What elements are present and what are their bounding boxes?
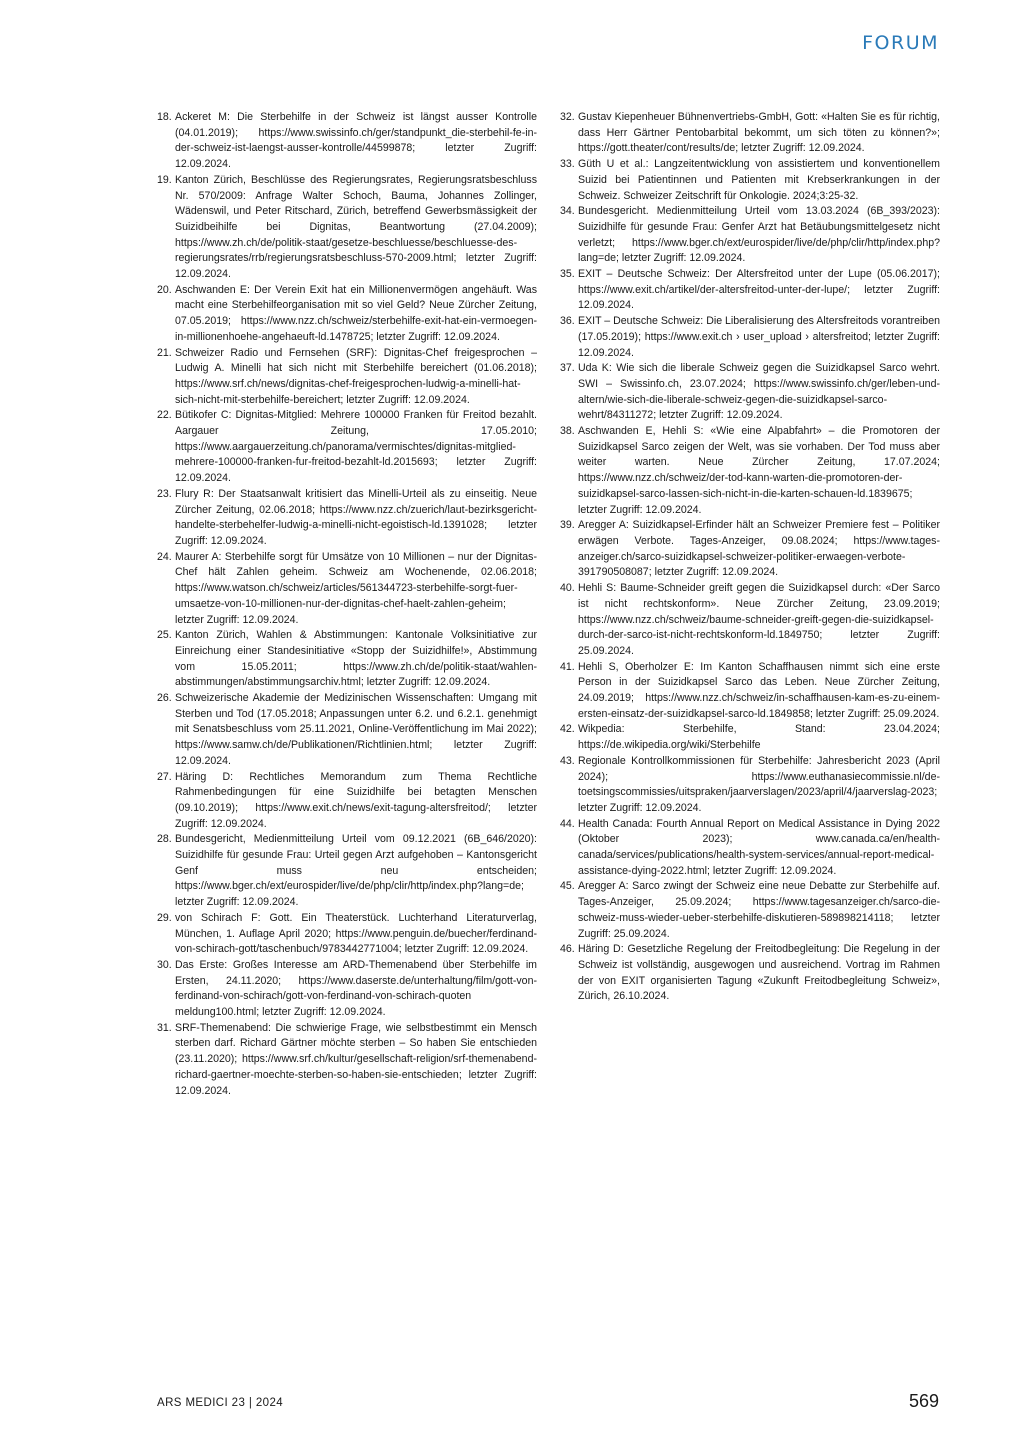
- reference-item: [157, 110, 537, 173]
- reference-item: [560, 754, 940, 817]
- reference-text: Kanton Zürich, Beschlüsse des Regierungsrates, Regierungsratsbeschluss Nr. 570/2009: Anfrage Walter Schoch, Bauma, Johannes Zollinger, Wädenswil, und Peter Ritschard, Zürich, betreffend Gewerbsmässigkeit der Suizidbeihilfe bei Dignitas, Beantwortung (27.04.2009); https://www.zh.ch/de/politik-staat/gesetze-beschluesse/beschluesse-des-regierungsrates/rrb/regierungsratsbeschluss-570-2009.html; letzter Zugriff: 12.09.2024.: [175, 173, 537, 281]
- reference-text: Aregger A: Sarco zwingt der Schweiz eine neue Debatte zur Sterbehilfe auf. Tages-Anzeiger, 25.09.2024; https://www.tagesanzeiger.ch/sarco-die-schweiz-muss-wieder-ueber-sterbehilfe-diskutieren-589898214118; letzter Zugriff: 25.09.2024.: [578, 880, 940, 940]
- reference-text: von Schirach F: Gott. Ein Theaterstück. Luchterhand Literaturverlag, München, 1. Auflage April 2020; https://www.penguin.de/buecher/ferdinand-von-schirach-gott/taschenbuch/9783442771004; letzter Zugriff: 12.09.2024.: [175, 911, 537, 956]
- reference-text: Gustav Kiepenheuer Bühnenvertriebs-GmbH, Gott: «Halten Sie es für richtig, dass Herr Gärtner Pentobarbital bekommt, um sich töten zu können?»; https://gott.theater/cont/results/de; letzter Zugriff: 12.09.2024.: [578, 111, 940, 155]
- reference-number: 26.: [157, 692, 172, 705]
- reference-number: 21.: [157, 346, 172, 359]
- reference-item: [560, 942, 940, 1005]
- reference-text: Häring D: Gesetzliche Regelung der Freitodbegleitung: Die Regelung in der Schweiz ist vollständig, ausgewogen und ausreichend. Vortrag im Rahmen der von EXIT organisierten Tagung «Zukunft Freitodbegleitung Schweiz», Zürich, 26.10.2024.: [578, 943, 940, 1003]
- reference-item: [157, 173, 537, 283]
- reference-item: [157, 958, 537, 1021]
- reference-item: [157, 628, 537, 691]
- reference-text: Schweizerische Akademie der Medizinischen Wissenschaften: Umgang mit Sterben und Tod (17.05.2018; Anpassungen unter 6.2. und 6.2.1. genehmigt mit Senatsbeschluss vom 25.11.2021, Online-Veröffentlichung im Mai 2022); https://www.samw.ch/de/Publikationen/Richtlinien.html; letzter Zugriff: 12.09.2024.: [175, 692, 537, 767]
- reference-text: EXIT – Deutsche Schweiz: Der Altersfreitod unter der Lupe (05.06.2017); https://www.exit.ch/artikel/der-altersfreitod-unter-der-lupe/; letzter Zugriff: 12.09.2024.: [578, 268, 940, 312]
- reference-text: EXIT – Deutsche Schweiz: Die Liberalisierung des Altersfreitods vorantreiben (17.05.2019); https://www.exit.ch › user_upload › altersfreitod; letzter Zugriff: 12.09.2024.: [578, 315, 940, 359]
- reference-text: Ackeret M: Die Sterbehilfe in der Schweiz ist längst ausser Kontrolle (04.01.2019); https://www.swissinfo.ch/ger/standpunkt_die-sterbehil-fe-in-der-schweiz-ist-laengst-ausser-kontrolle/44599878; letzter Zugriff: 12.09.2024.: [175, 111, 537, 171]
- reference-number: 20.: [157, 283, 172, 296]
- reference-item: [560, 361, 940, 424]
- reference-number: 45.: [560, 880, 575, 893]
- reference-item: [560, 110, 940, 157]
- reference-number: 18.: [157, 111, 172, 123]
- reference-text: Schweizer Radio und Fernsehen (SRF): Dignitas-Chef freigesprochen – Ludwig A. Minelli hat sich nicht mit Sterbehilfe bereichert (01.06.2018); https://www.srf.ch/news/dignitas-chef-freigesprochen-ludwig-a-minelli-hat-sich-nicht-mit-sterbehilfe-bereichert; letzter Zugriff: 12.09.2024.: [175, 346, 537, 406]
- reference-text: Uda K: Wie sich die liberale Schweiz gegen die Suizidkapsel Sarco wehrt. SWI – Swissinfo.ch, 23.07.2024; https://www.swissinfo.ch/ger/leben-und-altern/wie-sich-die-liberale-schweiz-gegen-die-suizidkapsel-sarco-wehrt/84311272; letzter Zugriff: 12.09.2024.: [578, 362, 940, 422]
- references-right-column: [560, 110, 940, 1005]
- reference-text: Hehli S: Baume-Schneider greift gegen die Suizidkapsel durch: «Der Sarco ist nicht rechtskonform». Neue Zürcher Zeitung, 23.09.2019; https://www.nzz.ch/schweiz/baume-schneider-greift-gegen-die-suizidkapsel-durch-der-sarco-ist-nicht-rechtskonform-ld.1849750; letzter Zugriff: 25.09.2024.: [578, 582, 940, 657]
- reference-item: [560, 204, 940, 267]
- reference-item: [560, 157, 940, 204]
- reference-number: 44.: [560, 817, 575, 830]
- reference-number: 30.: [157, 958, 172, 971]
- reference-item: [157, 832, 537, 911]
- reference-item: [560, 314, 940, 361]
- reference-item: [157, 550, 537, 629]
- reference-number: 27.: [157, 770, 172, 783]
- reference-item: [157, 408, 537, 487]
- reference-text: Güth U et al.: Langzeitentwicklung von assistiertem und konventionellem Suizid bei Patientinnen und Patienten mit Krebserkrankungen in der Schweiz. Schweizer Zeitschrift für Onkologie. 2024;3:25-32.: [578, 158, 940, 202]
- reference-item: [157, 283, 537, 346]
- reference-item: [560, 722, 940, 753]
- reference-item: [157, 1021, 537, 1100]
- reference-number: 23.: [157, 487, 172, 500]
- reference-number: 25.: [157, 629, 172, 642]
- reference-number: 31.: [157, 1021, 172, 1034]
- reference-item: [560, 424, 940, 518]
- reference-text: Aschwanden E, Hehli S: «Wie eine Alpabfahrt» – die Promotoren der Suizidkapsel Sarco zeigen der Welt, was sie vorhaben. Der Tod muss aber weiter warten. Neue Zürcher Zeitung, 17.07.2024; https://www.nzz.ch/schweiz/der-tod-kann-warten-die-promotoren-der-suizidkapsel-sarco-lassen-sich-nicht-in-die-karten-schauen-ld.1839675; letzter Zugriff: 12.09.2024.: [578, 425, 940, 516]
- reference-number: 37.: [560, 362, 575, 375]
- reference-text: Regionale Kontrollkommissionen für Sterbehilfe: Jahresbericht 2023 (April 2024); https://www.euthanasiecommissie.nl/de-toetsingscommissies/uitspraken/jaarverslagen/2023/april/4/jaarverslag-2023; letzter Zugriff: 12.09.2024.: [578, 754, 940, 814]
- reference-text: Health Canada: Fourth Annual Report on Medical Assistance in Dying 2022 (Oktober 2023); www.canada.ca/en/health-canada/services/publications/health-system-services/annual-report-medical-assistance-dying-2022.html; letzter Zugriff: 12.09.2024.: [578, 817, 940, 877]
- page-number: 569: [908, 1391, 939, 1411]
- reference-item: [560, 817, 940, 880]
- reference-number: 39.: [560, 519, 575, 532]
- reference-item: [157, 911, 537, 958]
- reference-number: 24.: [157, 550, 172, 563]
- reference-number: 35.: [560, 268, 575, 281]
- reference-number: 28.: [157, 833, 172, 846]
- reference-text: Aregger A: Suizidkapsel-Erfinder hält an Schweizer Premiere fest – Politiker erwägen Verbote. Tages-Anzeiger, 09.08.2024; https://www.tages-anzeiger.ch/sarco-suizidkapsel-schweizer-politiker-erwaegen-verbote-391790508087; letzter Zugriff: 12.09.2024.: [578, 519, 940, 579]
- reference-text: Bütikofer C: Dignitas-Mitglied: Mehrere 100000 Franken für Freitod bezahlt. Aargauer Zeitung, 17.05.2010; https://www.aargauerzeitung.ch/panorama/vermischtes/dignitas-mitglied-mehrere-100000-franken-fur-freitod-bezahlt-ld.2015693; letzter Zugriff: 12.09.2024.: [175, 409, 537, 485]
- reference-number: 46.: [560, 943, 575, 956]
- references-left-column: [157, 110, 537, 1099]
- reference-item: [157, 691, 537, 770]
- reference-text: Aschwanden E: Der Verein Exit hat ein Millionenvermögen angehäuft. Was macht eine Sterbehilfeorganisation mit so viel Geld? Neue Zürcher Zeitung, 07.05.2019; https://www.nzz.ch/schweiz/sterbehilfe-exit-hat-ein-vermoegen-in-millionenhoehe-angehaeuft-ld.1478725; letzter Zugriff: 12.09.2024.: [175, 283, 537, 343]
- reference-text: Wikpedia: Sterbehilfe, Stand: 23.04.2024; https://de.wikipedia.org/wiki/Sterbehilfe: [578, 723, 940, 752]
- reference-item: [560, 660, 940, 723]
- reference-item: [560, 518, 940, 581]
- reference-number: 36.: [560, 315, 575, 328]
- reference-number: 40.: [560, 582, 575, 595]
- reference-text: Das Erste: Großes Interesse am ARD-Themenabend über Sterbehilfe im Ersten, 24.11.2020; https://www.daserste.de/unterhaltung/film/gott-von-ferdinand-von-schirach/gott-von-ferdinand-von-schirach-quoten meldung100.html; letzter Zugriff: 12.09.2024.: [175, 958, 537, 1019]
- reference-text: Maurer A: Sterbehilfe sorgt für Umsätze von 10 Millionen – nur der Dignitas-Chef hält Zahlen geheim. Schweiz am Wochenende, 02.06.2018; https://www.watson.ch/schweiz/articles/561344723-sterbehilfe-sorgt-fuer-umsaetze-von-10-millionen-nur-der-dignitas-chef-haelt-zahlen-geheim; letzter Zugriff: 12.09.2024.: [175, 550, 537, 626]
- reference-number: 43.: [560, 754, 575, 767]
- reference-number: 38.: [560, 425, 575, 438]
- reference-text: Flury R: Der Staatsanwalt kritisiert das Minelli-Urteil als zu einseitig. Neue Zürcher Zeitung, 02.06.2018; https://www.nzz.ch/zuerich/laut-bezirksgericht-handelte-sterbehelfer-ludwig-a-minelli-nicht-egoistisch-ld.1391028; letzter Zugriff: 12.09.2024.: [175, 487, 537, 547]
- reference-number: 41.: [560, 660, 575, 673]
- reference-number: 32.: [560, 111, 575, 123]
- reference-item: [157, 346, 537, 409]
- reference-number: 19.: [157, 173, 172, 186]
- reference-item: [560, 581, 940, 660]
- reference-number: 22.: [157, 409, 172, 422]
- reference-text: Bundesgericht, Medienmitteilung Urteil vom 09.12.2021 (6B_646/2020): Suizidhilfe für gesunde Frau: Urteil gegen Arzt aufgehoben – Kantonsgericht Genf muss neu entscheiden; https://www.bger.ch/ext/eurospider/live/de/php/clir/http/index.php?lang=de; letzter Zugriff: 12.09.2024.: [175, 833, 537, 909]
- journal-footer: ARS MEDICI 23 | 2024: [157, 1397, 284, 1409]
- reference-number: 34.: [560, 205, 575, 218]
- reference-item: [560, 267, 940, 314]
- reference-text: Hehli S, Oberholzer E: Im Kanton Schaffhausen nimmt sich eine erste Person in der Suizidkapsel Sarco das Leben. Neue Zürcher Zeitung, 24.09.2019; https://www.nzz.ch/schweiz/in-schaffhausen-kam-es-zu-einem-ersten-einsatz-der-suizidkapsel-sarco-ld.1849858; letzter Zugriff: 25.09.2024.: [578, 660, 940, 720]
- reference-text: Häring D: Rechtliches Memorandum zum Thema Rechtliche Rahmenbedingungen für eine Suizidhilfe bei betagten Menschen (09.10.2019); https://www.exit.ch/news/exit-tagung-altersfreitod/; letzter Zugriff: 12.09.2024.: [175, 770, 537, 830]
- reference-item: [157, 770, 537, 833]
- reference-text: Bundesgericht. Medienmitteilung Urteil vom 13.03.2024 (6B_393/2023): Suizidhilfe für gesunde Frau: Genfer Arzt hat Betäubungsmittelgesetz nicht verletzt; https://www.bger.ch/ext/eurospider/live/de/php/clir/http/index.php?lang=de; letzter Zugriff: 12.09.2024.: [578, 205, 940, 265]
- reference-item: [157, 487, 537, 550]
- section-title: FORUM: [862, 32, 939, 54]
- reference-number: 33.: [560, 158, 575, 171]
- reference-item: [560, 879, 940, 942]
- reference-text: Kanton Zürich, Wahlen & Abstimmungen: Kantonale Volksinitiative zur Einreichung einer Standesinitiative «Stopp der Suizidhilfe!», Abstimmung vom 15.05.2011; https://www.zh.ch/de/politik-staat/wahlen-abstimmungen/abstimmungsarchiv.html; letzter Zugriff: 12.09.2024.: [175, 629, 537, 689]
- reference-text: SRF-Themenabend: Die schwierige Frage, wie selbstbestimmt ein Mensch sterben darf. Richard Gärtner möchte sterben – So haben Sie entschieden (23.11.2020); https://www.srf.ch/kultur/gesellschaft-religion/srf-themenabend-richard-gaertner-moechte-sterben-so-haben-sie-entschieden; letzter Zugriff: 12.09.2024.: [175, 1021, 537, 1097]
- reference-number: 29.: [157, 911, 172, 924]
- reference-number: 42.: [560, 723, 575, 736]
